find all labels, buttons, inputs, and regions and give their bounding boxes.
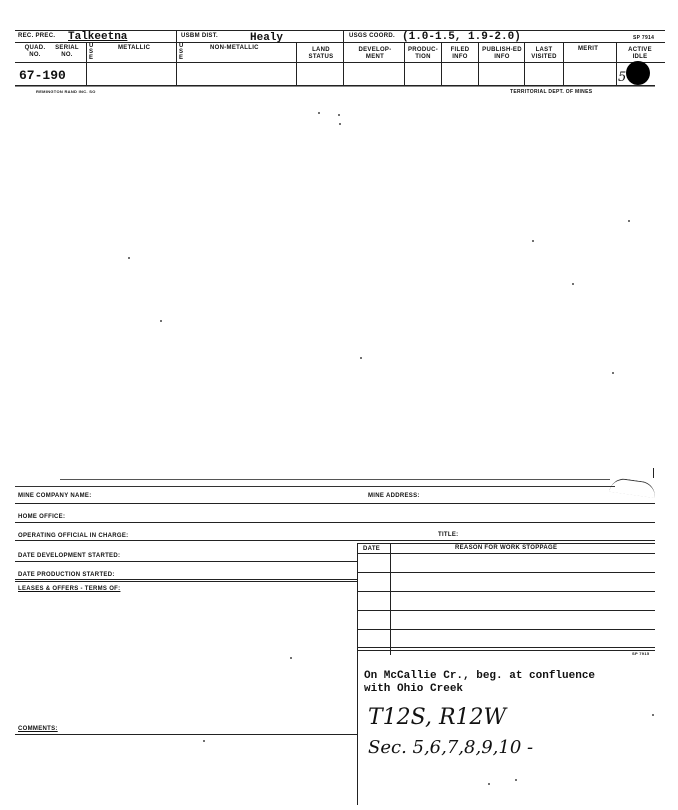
date-dev-started-label: DATE DEVELOPMENT STARTED: — [18, 553, 121, 559]
col-metallic: METALLIC — [118, 45, 151, 51]
col-published-info: PUBLISH-ED INFO — [482, 47, 522, 60]
handwritten-note-line-1: T12S, R12W — [368, 705, 507, 730]
rec-prec-label: REC. PREC. — [18, 33, 56, 39]
form-number-2: SP 7915 — [632, 651, 650, 656]
typed-note-line-2: with Ohio Creek — [364, 683, 464, 695]
col-merit: MERIT — [578, 46, 599, 52]
col-production: PRODUC-TION — [407, 47, 439, 60]
col-serial-no: SERIAL NO. — [55, 45, 79, 58]
mine-address-label: MINE ADDRESS: — [368, 493, 420, 499]
date-prod-started-label: DATE PRODUCTION STARTED: — [18, 572, 115, 578]
printer-line: REMINGTON RAND INC. SO — [36, 89, 96, 94]
col-land-status: LAND STATUS — [308, 47, 334, 60]
col-last-visited: LAST VISITED — [531, 47, 557, 60]
territorial-label: TERRITORIAL DEPT. OF MINES — [510, 89, 593, 95]
usbm-dist-label: USBM DIST. — [181, 33, 219, 39]
typed-note-line-1: On McCallie Cr., beg. at confluence — [364, 670, 596, 682]
comments-label: COMMENTS: — [18, 726, 58, 732]
col-active-idle: ACTIVE IDLE — [628, 47, 652, 60]
col-quad-no: QUAD. NO. — [24, 45, 46, 58]
col-use-2: U S E — [179, 43, 184, 61]
reason-column-label: REASON FOR WORK STOPPAGE — [455, 545, 558, 551]
col-development: DEVELOP-MENT — [358, 47, 392, 60]
col-use-1: U S E — [89, 43, 94, 61]
rec-prec-value: Talkeetna — [68, 31, 128, 43]
quad-value: 67-190 — [19, 68, 66, 83]
merit-mark: 5 — [618, 70, 627, 85]
form-number: SP 7914 — [633, 35, 655, 41]
usgs-coord-label: USGS COORD. — [349, 33, 395, 39]
active-indicator-dot — [626, 61, 650, 85]
mine-company-name-label: MINE COMPANY NAME: — [18, 493, 92, 499]
date-column-label: DATE — [363, 546, 381, 552]
usgs-coord-value: (1.0-1.5, 1.9-2.0) — [402, 31, 521, 43]
handwritten-note-line-2: Sec. 5,6,7,8,9,10 - — [368, 737, 534, 758]
usbm-dist-value: Healy — [250, 32, 284, 44]
col-non-metallic: NON-METALLIC — [210, 45, 259, 51]
col-filed-info: FILED INFO — [450, 47, 470, 60]
leases-offers-label: LEASES & OFFERS - TERMS OF: — [18, 586, 121, 592]
operating-official-label: OPERATING OFFICIAL IN CHARGE: — [18, 533, 129, 539]
title-label: TITLE: — [438, 532, 459, 538]
home-office-label: HOME OFFICE: — [18, 514, 66, 520]
